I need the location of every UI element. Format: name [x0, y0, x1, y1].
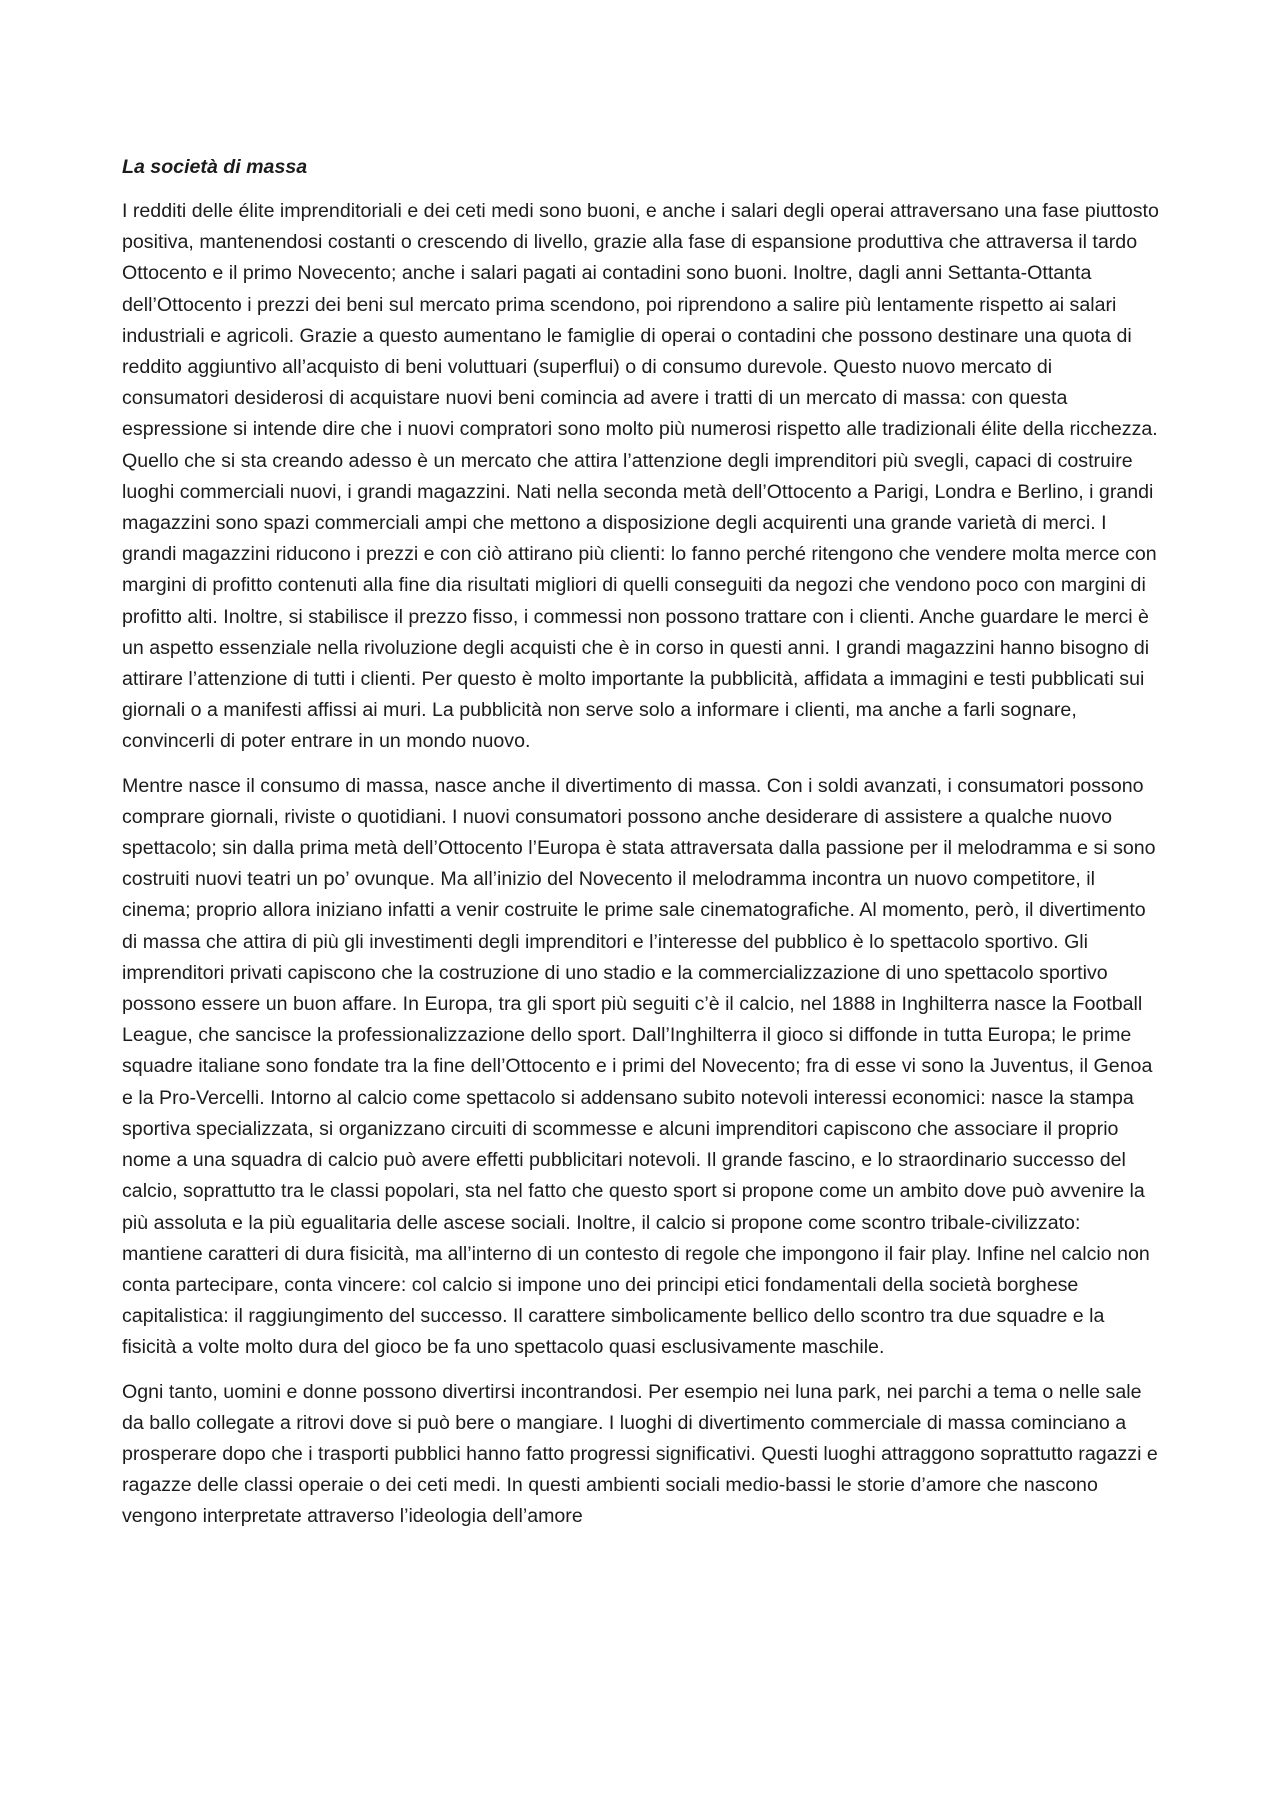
paragraph-consumer-market: I redditi delle élite imprenditoriali e dei ceti medi sono buoni, e anche i salari degli operai attraversano una fase piuttosto positiva, mantenendosi costanti o crescendo di livello, grazie alla fase di espansione produttiva che attraversa il tardo Ottocento e il primo Novecento; anche i salari pagati ai contadini sono buoni. Inoltre, dagli anni Settanta-Ottanta dell’Ottocento i prezzi dei beni sul mercato prima scendono, poi riprendono a salire più lentamente rispetto ai salari industriali e agricoli. Grazie a questo aumentano le famiglie di operai o contadini che possono destinare una quota di reddito aggiuntivo all’acquisto di beni voluttuari (superflui) o di consumo durevole. Questo nuovo mercato di consumatori desiderosi di acquistare nuovi beni comincia ad avere i tratti di un mercato di massa: con questa espressione si intende dire che i nuovi compratori sono molto più numerosi rispetto alle tradizionali élite della ricchezza. Quello che si sta creando adesso è un mercato che attira l’attenzione degli imprenditori più svegli, capaci di costruire luoghi commerciali nuovi, i grandi magazzini. Nati nella seconda metà dell’Ottocento a Parigi, Londra e Berlino, i grandi magazzini sono spazi commerciali ampi che mettono a disposizione degli acquirenti una grande varietà di merci. I grandi magazzini riducono i prezzi e con ciò attirano più clienti: lo fanno perché ritengono che vendere molta merce con margini di profitto contenuti alla fine dia risultati migliori di quelli conseguiti da negozi che vendono poco con margini di profitto alti. Inoltre, si stabilisce il prezzo fisso, i commessi non possono trattare con i clienti. Anche guardare le merci è un aspetto essenziale nella rivoluzione degli acquisti che è in corso in questi anni. I grandi magazzini hanno bisogno di attirare l’attenzione di tutti i clienti. Per questo è molto importante la pubblicità, affidata a immagini e testi pubblicati sui giornali o a manifesti affissi ai muri. La pubblicità non serve solo a informare i clienti, ma anche a farli sognare, convincerli di poter entrare in un mondo nuovo. — [122, 200, 1159, 753]
paragraph-mass-entertainment: Mentre nasce il consumo di massa, nasce anche il divertimento di massa. Con i soldi avanzati, i consumatori possono comprare giornali, riviste o quotidiani. I nuovi consumatori possono anche desiderare di assistere a qualche nuovo spettacolo; sin dalla prima metà dell’Ottocento l’Europa è stata attraversata dalla passione per il melodramma e si sono costruiti nuovi teatri un po’ ovunque. Ma all’inizio del Novecento il melodramma incontra un nuovo competitore, il cinema; proprio allora iniziano infatti a venir costruite le prime sale cinematografiche. Al momento, però, il divertimento di massa che attira di più gli investimenti degli imprenditori e l’interesse del pubblico è lo spettacolo sportivo. Gli imprenditori privati capiscono che la costruzione di uno stadio e la commercializzazione di uno spettacolo sportivo possono essere un buon affare. In Europa, tra gli sport più seguiti c’è il calcio, nel 1888 in Inghilterra nasce la Football League, che sancisce la professionalizzazione dello sport. Dall’Inghilterra il gioco si diffonde in tutta Europa; le prime squadre italiane sono fondate tra la fine dell’Ottocento e i primi del Novecento; fra di esse vi sono la Juventus, il Genoa e la Pro-Vercelli. Intorno al calcio come spettacolo si addensano subito notevoli interessi economici: nasce la stampa sportiva specializzata, si organizzano circuiti di scommesse e alcuni imprenditori capiscono che associare il proprio nome a una squadra di calcio può avere effetti pubblicitari notevoli. Il grande fascino, e lo straordinario successo del calcio, soprattutto tra le classi popolari, sta nel fatto che questo sport si propone come un ambito dove può avvenire la più assoluta e la più egualitaria delle ascese sociali. Inoltre, il calcio si propone come scontro tribale-civilizzato: mantiene caratteri di dura fisicità, ma all’interno di un contesto di regole che impongono il fair play. Infine nel calcio non conta partecipare, conta vincere: col calcio si impone uno dei principi etici fondamentali della società borghese capitalistica: il raggiungimento del successo. Il carattere simbolicamente bellico dello scontro tra due squadre e la fisicità a volte molto dura del gioco be fa uno spettacolo quasi esclusivamente maschile. — [122, 774, 1156, 1359]
paragraph-leisure-places: Ogni tanto, uomini e donne possono divertirsi incontrandosi. Per esempio nei luna park, nei parchi a tema o nelle sale da ballo collegate a ritrovi dove si può bere o mangiare. I luoghi di divertimento commerciale di massa cominciano a prosperare dopo che i trasporti pubblici hanno fatto progressi significativi. Questi luoghi attraggono soprattutto ragazzi e ragazze delle classi operaie o dei ceti medi. In questi ambienti sociali medio-bassi le storie d’amore che nascono vengono interpretate attraverso l’ideologia dell’amore — [122, 1380, 1158, 1528]
document-title: La società di massa — [122, 156, 308, 178]
document-body — [122, 152, 1164, 1546]
